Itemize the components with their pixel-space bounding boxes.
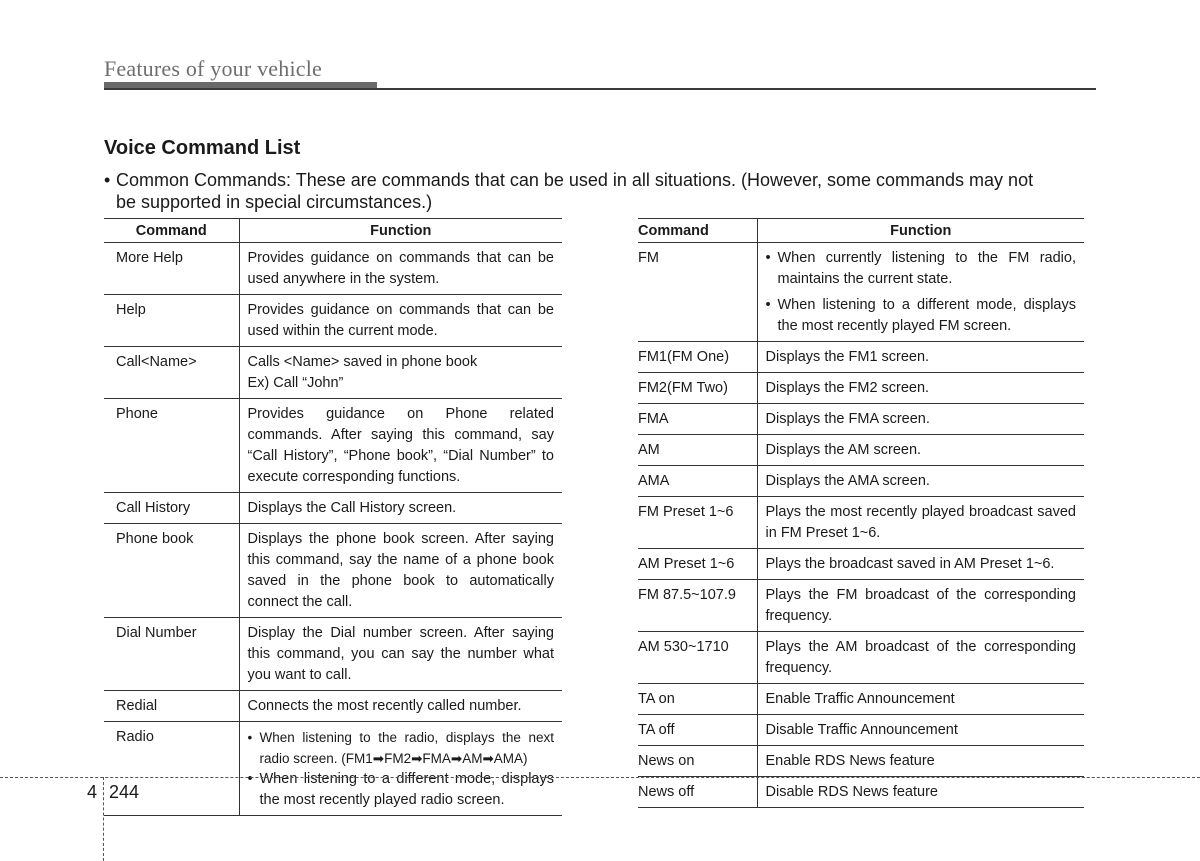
command-cell: News off	[638, 777, 757, 808]
command-cell: FM2(FM Two)	[638, 373, 757, 404]
table-row	[104, 691, 562, 722]
command-cell: Radio	[104, 722, 239, 816]
table-row	[104, 295, 562, 347]
function-cell: Enable Traffic Announcement	[757, 684, 1084, 715]
bullet-item	[766, 295, 1077, 337]
bullet-item	[766, 248, 1077, 290]
command-cell: AM	[638, 435, 757, 466]
table-row	[638, 715, 1084, 746]
function-cell: Displays the FM2 screen.	[757, 373, 1084, 404]
function-cell: Displays the FM1 screen.	[757, 342, 1084, 373]
table-row	[638, 684, 1084, 715]
table-row	[638, 580, 1084, 632]
table-row	[104, 243, 562, 295]
command-cell: News on	[638, 746, 757, 777]
function-cell: Disable RDS News feature	[757, 777, 1084, 808]
table-row	[638, 373, 1084, 404]
page-number: 244	[109, 782, 140, 802]
function-cell: Plays the AM broadcast of the corresponding frequency.	[757, 632, 1084, 684]
table-row	[638, 435, 1084, 466]
bullet-text: When listening to a different mode, displays the most recently played radio screen.	[259, 771, 554, 808]
command-cell: FM1(FM One)	[638, 342, 757, 373]
command-cell: TA on	[638, 684, 757, 715]
function-example: Ex) Call “John”	[247, 375, 344, 391]
command-cell: FMA	[638, 404, 757, 435]
command-cell: TA off	[638, 715, 757, 746]
command-cell: FM	[638, 243, 757, 342]
function-cell: Displays the Call History screen.	[239, 493, 562, 524]
table-row	[104, 493, 562, 524]
command-cell: FM Preset 1~6	[638, 497, 757, 549]
bullet-icon: •	[765, 250, 771, 266]
command-cell: Phone book	[104, 524, 239, 618]
command-cell: FM 87.5~107.9	[638, 580, 757, 632]
function-cell: Displays the AM screen.	[757, 435, 1084, 466]
column-header-command: Command	[104, 219, 239, 243]
table-row	[638, 342, 1084, 373]
bullet-text: When listening to the radio, displays the next radio screen. (FM1➡FM2➡FMA➡AM➡AMA)	[259, 730, 554, 766]
table-row	[638, 466, 1084, 497]
command-table-left	[104, 218, 562, 816]
function-cell: Provides guidance on commands that can be used within the current mode.	[239, 295, 562, 347]
function-cell	[757, 243, 1084, 342]
column-header-command: Command	[638, 219, 757, 243]
table-row	[638, 497, 1084, 549]
intro-line-2: be supported in special circumstances.)	[116, 192, 433, 212]
command-cell: More Help	[104, 243, 239, 295]
command-cell: AM 530~1710	[638, 632, 757, 684]
function-cell: Connects the most recently called number.	[239, 691, 562, 722]
table-row	[638, 746, 1084, 777]
chapter-number: 4	[87, 782, 98, 802]
footer-divider	[0, 777, 1200, 778]
table-row	[104, 524, 562, 618]
bullet-text: When listening to a different mode, displays the most recently played FM screen.	[777, 297, 1076, 334]
bullet-item	[248, 727, 555, 769]
table-row	[638, 404, 1084, 435]
table-row	[638, 632, 1084, 684]
table-row	[638, 777, 1084, 808]
table-row	[638, 243, 1084, 342]
function-cell: Plays the FM broadcast of the corresponding frequency.	[757, 580, 1084, 632]
footer-vertical-divider	[103, 777, 104, 861]
command-table-right	[638, 218, 1084, 808]
command-cell: Call History	[104, 493, 239, 524]
bullet-icon: •	[247, 730, 253, 745]
table-header-row	[638, 219, 1084, 243]
function-cell: Enable RDS News feature	[757, 746, 1084, 777]
command-cell: Dial Number	[104, 618, 239, 691]
command-cell: Call<Name>	[104, 347, 239, 399]
command-cell: Redial	[104, 691, 239, 722]
function-cell: Plays the most recently played broadcast saved in FM Preset 1~6.	[757, 497, 1084, 549]
function-text: Calls <Name> saved in phone book	[247, 354, 478, 370]
table-row	[104, 618, 562, 691]
function-cell: Display the Dial number screen. After saying this command, you can say the number what you want to call.	[239, 618, 562, 691]
column-header-function: Function	[239, 219, 562, 243]
table-row	[638, 549, 1084, 580]
intro-paragraph	[104, 169, 1100, 213]
function-cell: Plays the broadcast saved in AM Preset 1~6.	[757, 549, 1084, 580]
function-cell	[239, 722, 562, 816]
intro-line-1: Common Commands: These are commands that can be used in all situations. (However, some commands may not	[116, 170, 1034, 190]
command-cell: AM Preset 1~6	[638, 549, 757, 580]
bullet-icon: •	[104, 170, 111, 190]
column-header-function: Function	[757, 219, 1084, 243]
bullet-item	[248, 769, 555, 811]
section-title: Voice Command List	[104, 137, 301, 159]
function-cell: Displays the AMA screen.	[757, 466, 1084, 497]
function-cell: Provides guidance on Phone related commands. After saying this command, say “Call History”, “Phone book”, “Dial Number” to execute corresponding functions.	[239, 399, 562, 493]
table-row	[104, 722, 562, 816]
table-row	[104, 347, 562, 399]
function-cell: Provides guidance on commands that can be used anywhere in the system.	[239, 243, 562, 295]
command-cell: AMA	[638, 466, 757, 497]
bullet-icon: •	[765, 297, 771, 313]
function-cell: Displays the FMA screen.	[757, 404, 1084, 435]
command-cell: Phone	[104, 399, 239, 493]
command-cell: Help	[104, 295, 239, 347]
table-row	[104, 399, 562, 493]
table-header-row	[104, 219, 562, 243]
bullet-text: When currently listening to the FM radio, maintains the current state.	[777, 250, 1076, 287]
header-rule	[104, 88, 1096, 90]
function-cell	[239, 347, 562, 399]
header-title: Features of your vehicle	[104, 56, 323, 81]
function-cell: Displays the phone book screen. After saying this command, say the name of a phone book saved in the phone book to automatically connect the call.	[239, 524, 562, 618]
function-cell: Disable Traffic Announcement	[757, 715, 1084, 746]
bullet-icon: •	[247, 771, 253, 787]
